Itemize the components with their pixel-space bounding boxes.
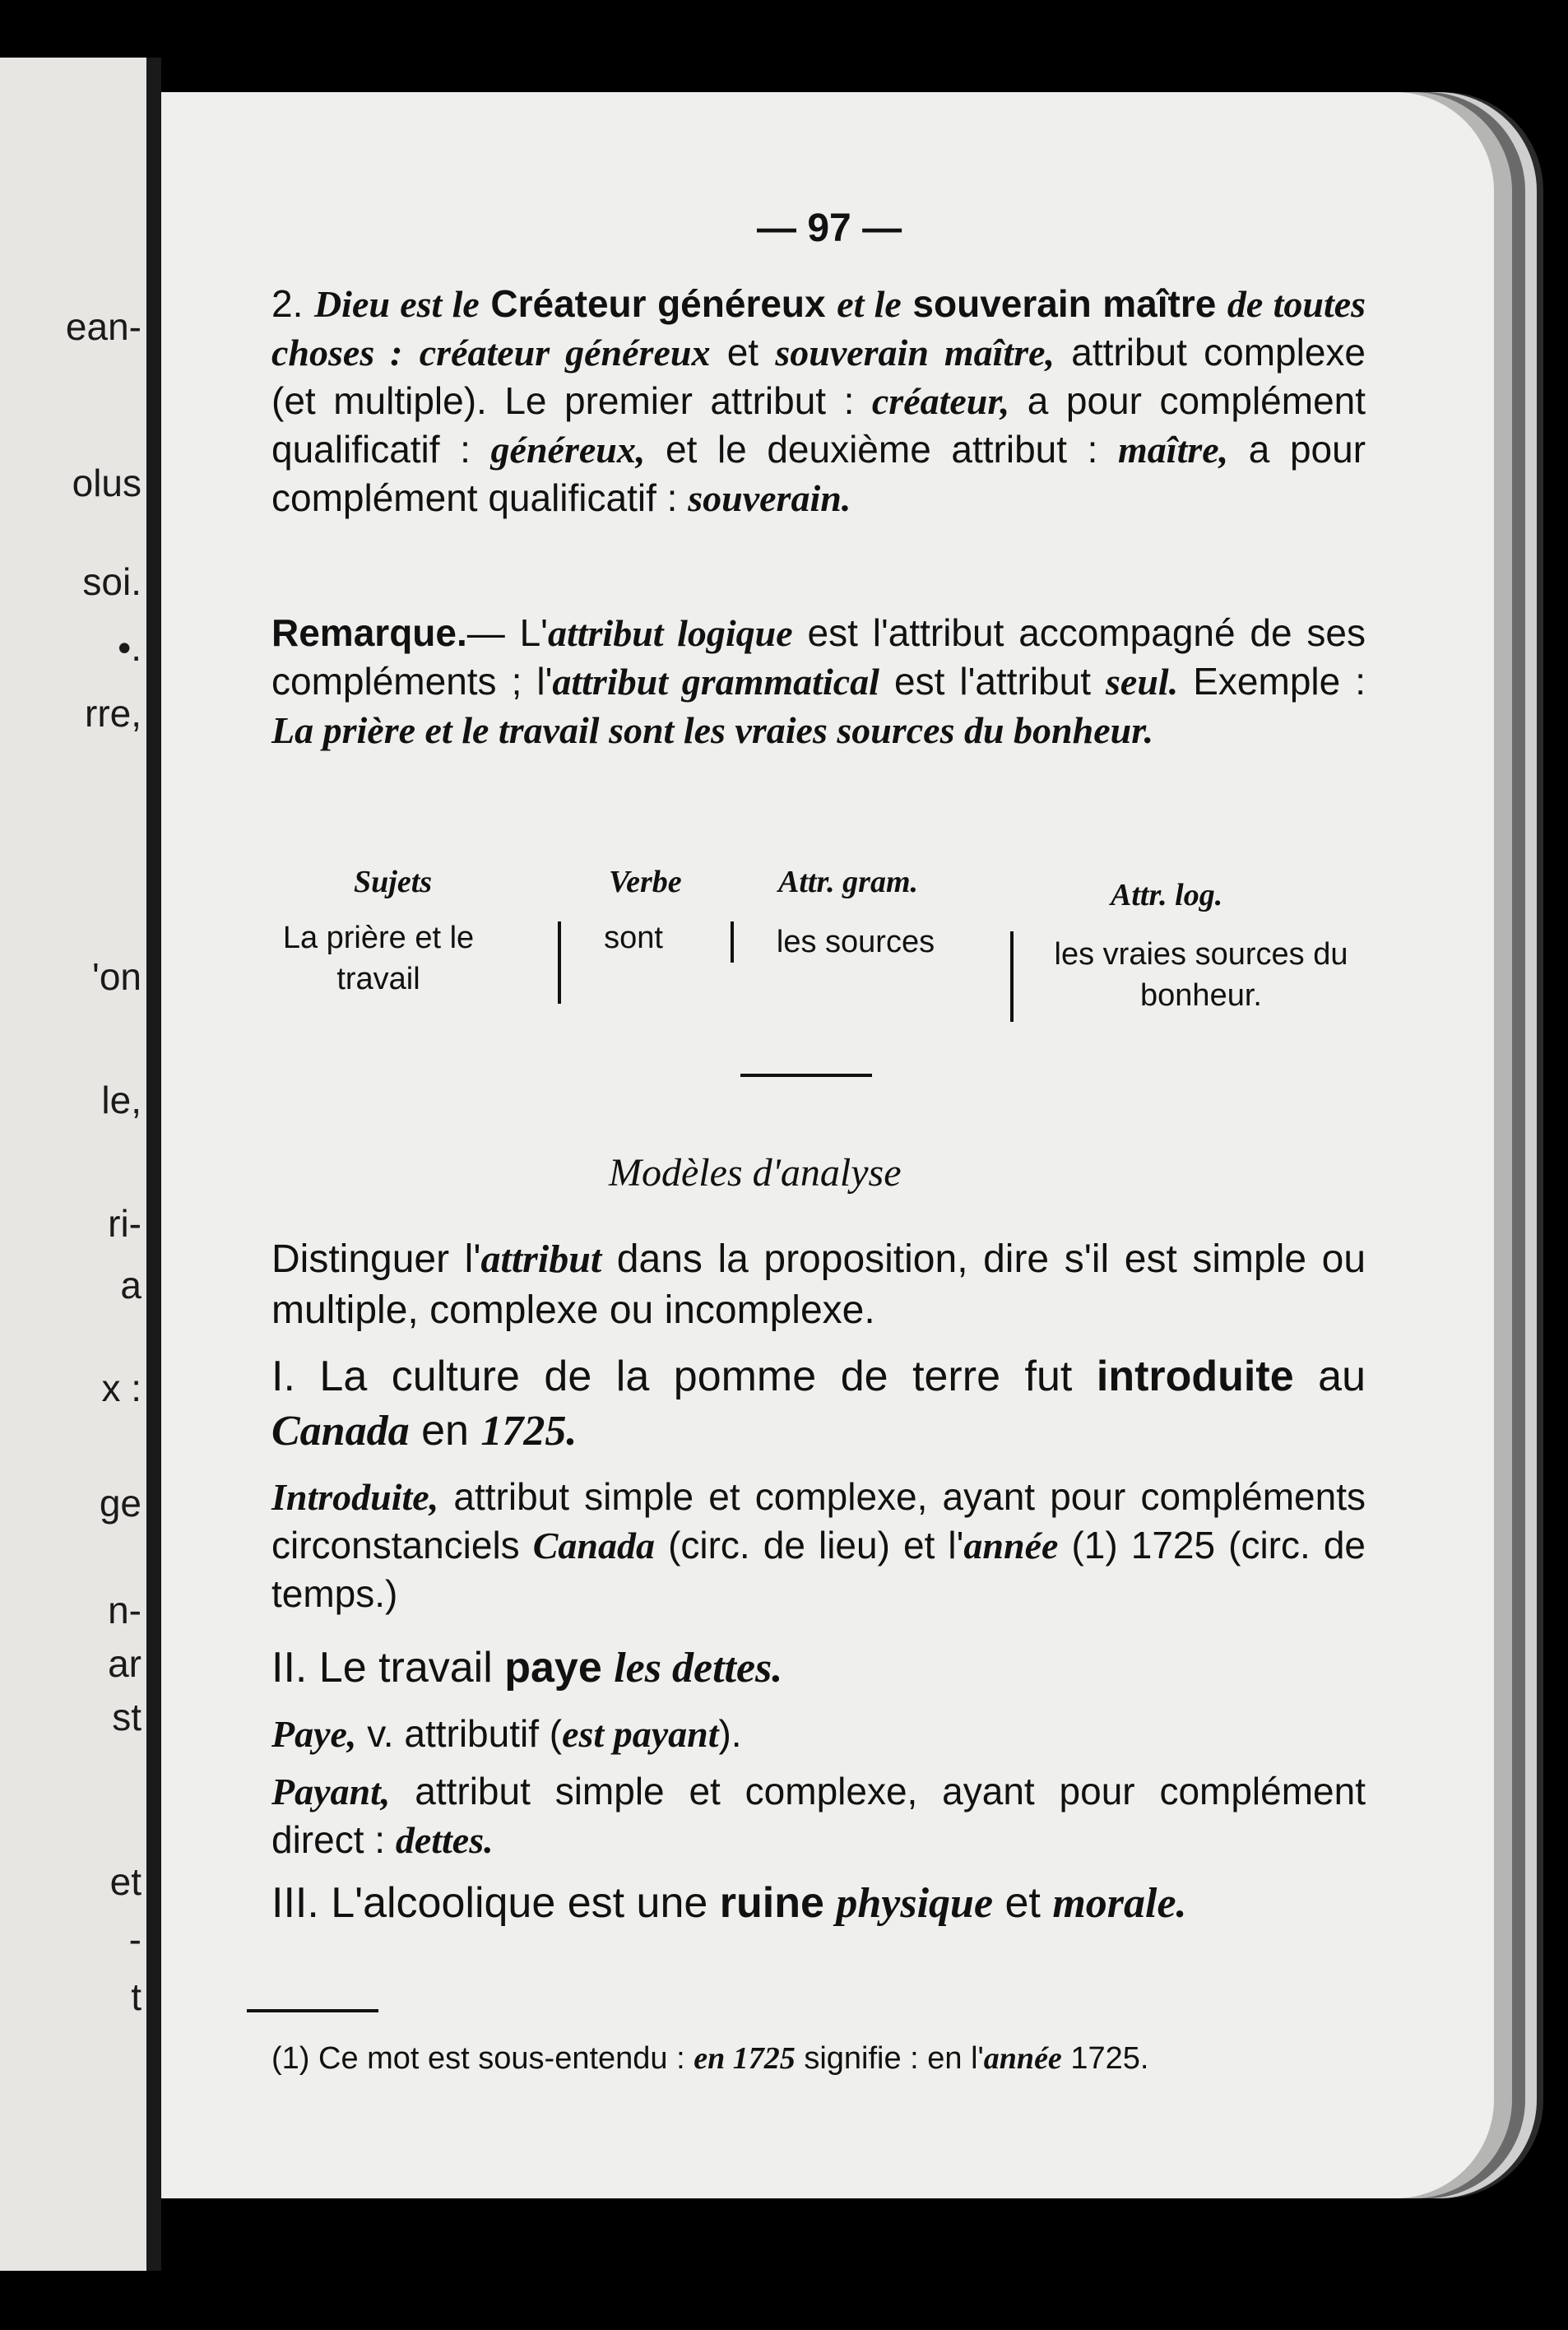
- cell-attr-log: les vraies sources du bonheur.: [1054, 937, 1348, 1013]
- footnote-rule: [247, 2009, 378, 2012]
- fragment-text: t: [131, 1975, 141, 2018]
- paragraph-2: 2. Dieu est le Créateur généreux et le souverain maître de toutes choses : créateur généreux et souverain maître, attribut complexe (et multiple). Le premier attribut : créateur, a pour complément qualificatif : généreux, et le deuxième attribut : maître, a pour complément qualificatif : souverain.: [271, 282, 1366, 519]
- fragment-text: et: [109, 1860, 141, 1903]
- fragment-text: rre,: [85, 692, 141, 735]
- remark-paragraph: Remarque.— L'attribut logique est l'attribut accompagné de ses compléments ; l'attribut grammatical est l'attribut seul. Exemple : La prière et le travail sont les vraies sources du bonheur.: [271, 611, 1366, 751]
- fragment-text: olus: [72, 462, 141, 504]
- fragment-text: ean-: [65, 305, 141, 348]
- fragment-text: ri-: [108, 1202, 141, 1245]
- cell-verbe: sont: [604, 921, 663, 955]
- fragment-text: x :: [101, 1367, 141, 1409]
- fragment-text: n-: [108, 1589, 141, 1631]
- fragment-text: •.: [118, 626, 141, 669]
- fragment-text: -: [128, 1918, 141, 1961]
- remark-label: Remarque.: [271, 611, 467, 654]
- section-divider: [740, 1074, 872, 1077]
- header-attr-gram: Attr. gram.: [778, 865, 918, 899]
- column-divider: [1010, 931, 1014, 1022]
- example-2-verb-note: Paye, v. attributif (est payant).: [271, 1712, 742, 1755]
- header-sujets: Sujets: [354, 865, 433, 899]
- example-1-analysis: Introduite, attribut simple et complexe, ayant pour compléments circonstanciels Canada (circ. de lieu) et l'année (1) 1725 (circ. de temps.): [271, 1475, 1366, 1615]
- analysis-table: [255, 864, 1374, 1028]
- column-divider: [558, 921, 561, 1004]
- fragment-text: 'on: [92, 955, 141, 998]
- example-3: III. L'alcoolique est une ruine physique et morale.: [271, 1879, 1187, 1927]
- fragment-text: soi.: [82, 560, 141, 603]
- fragment-text: st: [112, 1696, 141, 1738]
- example-2-analysis: Payant, attribut simple et complexe, ayant pour complément direct : dettes.: [271, 1770, 1366, 1861]
- fragment-text: a: [120, 1264, 141, 1307]
- fragment-text: ge: [99, 1482, 141, 1525]
- header-verbe: Verbe: [609, 865, 682, 899]
- page-number: — 97 —: [757, 207, 902, 250]
- footnote: (1) Ce mot est sous-entendu : en 1725 signifie : en l'année 1725.: [271, 2041, 1149, 2076]
- previous-page-edge: [0, 58, 161, 2271]
- header-attr-log: Attr. log.: [1111, 878, 1223, 912]
- cell-sujets: La prière et le travail: [282, 921, 475, 996]
- fragment-text: ar: [108, 1642, 141, 1685]
- cell-attr-gram: les sources: [776, 925, 935, 959]
- example-1: I. La culture de la pomme de terre fut introduite au Canada en 1725.: [271, 1353, 1366, 1455]
- column-divider: [731, 921, 734, 963]
- instruction-paragraph: Distinguer l'attribut dans la proposition, dire s'il est simple ou multiple, complexe ou incomplexe.: [271, 1237, 1366, 1332]
- section-heading: Modèles d'analyse: [609, 1151, 902, 1195]
- example-2: II. Le travail paye les dettes.: [271, 1644, 783, 1692]
- fragment-text: le,: [101, 1079, 141, 1121]
